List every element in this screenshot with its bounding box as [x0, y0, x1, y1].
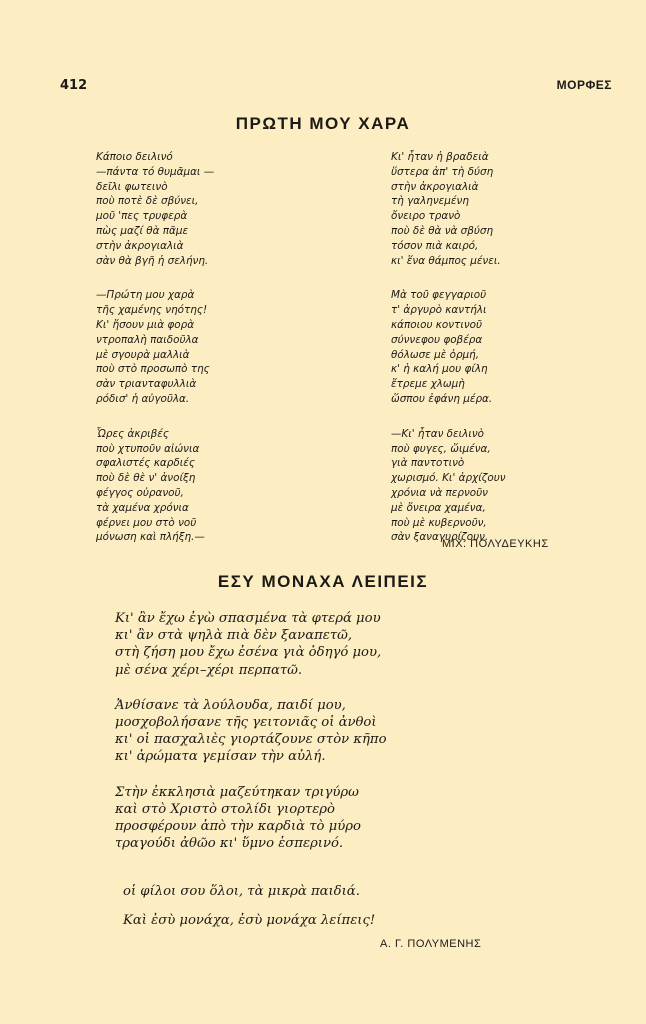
- verse-line: μὲ σγουρὰ μαλλιὰ: [96, 348, 190, 361]
- journal-title: ΜΟΡΦΕΣ: [556, 78, 612, 92]
- verse-line: ποὺ φυγες, ὤιμένα,: [391, 442, 491, 455]
- verse-line: ἔτρεμε χλωμὴ: [391, 378, 465, 391]
- verse-line: μόνωση καὶ πλήξη.—: [96, 531, 205, 544]
- poem1-right-column: [391, 150, 591, 565]
- verse-line: χρόνια νὰ περνοῦν: [391, 486, 488, 499]
- poem2-title: ΕΣΥ ΜΟΝΑΧΑ ΛΕΙΠΕΙΣ: [217, 572, 429, 591]
- verse-line: Κι' ἦταν ἡ βραδειὰ: [391, 151, 489, 163]
- stanza: [96, 150, 286, 268]
- verse-line: τὴ γαληνεμένη: [391, 195, 469, 208]
- verse-line: Κι' ἂν ἔχω ἐγὼ σπασμένα τὰ φτερά μου: [115, 611, 381, 626]
- stanza: [391, 288, 591, 406]
- verse-line: —Πρώτη μου χαρὰ: [96, 289, 195, 302]
- stanza: [115, 697, 535, 766]
- verse-line: Μὰ τοῦ φεγγαριοῦ: [391, 289, 487, 302]
- verse-line: ντροπαλὴ παιδοῦλα: [96, 333, 199, 346]
- verse-line: προσφέρουν ἀπὸ τὴν καρδιὰ τὸ μύρο: [115, 819, 361, 835]
- poem1-title: ΠΡΩΤΗ ΜΟΥ ΧΑΡΑ: [235, 114, 411, 133]
- verse-line: τόσον πιὰ καιρό,: [391, 239, 479, 252]
- poem1-left-column: [96, 150, 286, 565]
- stanza: [391, 427, 591, 545]
- verse-line: τῆς χαμένης νηότης!: [96, 304, 208, 317]
- poem2-closing-line-2: Καὶ ἐσὺ μονάχα, ἐσὺ μονάχα λείπεις!: [123, 913, 376, 928]
- page-number: 412: [60, 78, 88, 93]
- verse-line: κι' ἀρώματα γεμίσαν τὴν αὐλή.: [115, 749, 326, 765]
- verse-line: φέγγος οὐρανοῦ,: [96, 486, 184, 499]
- verse-line: ποὺ χτυποῦν αἰώνια: [96, 442, 200, 455]
- poem2-body: [115, 610, 535, 870]
- verse-line: ὕστερα ἀπ' τὴ δύση: [391, 165, 494, 178]
- verse-line: κι' ἕνα θάμπος μένει.: [391, 254, 501, 267]
- verse-line: σφαλιστές καρδιές: [96, 457, 195, 470]
- verse-line: ποὺ δὲ θὰ νὰ σβύση: [391, 224, 494, 237]
- stanza: [115, 784, 535, 853]
- verse-line: Ἀνθίσανε τὰ λούλουδα, παιδί μου,: [115, 697, 346, 713]
- verse-line: στὴ ζήση μου ἔχω ἐσένα γιὰ ὁδηγό μου,: [115, 645, 382, 661]
- verse-line: καὶ στὸ Χριστὸ στολίδι γιορτερὸ: [115, 801, 335, 817]
- poem2-author: Α. Γ. ΠΟΛΥΜΕΝΗΣ: [380, 938, 482, 950]
- stanza: [96, 288, 286, 406]
- stanza: [96, 427, 286, 545]
- verse-line: στὴν ἀκρογιαλιὰ: [96, 239, 184, 252]
- verse-line: μοσχοβολήσανε τῆς γειτονιᾶς οἱ ἀνθοὶ: [115, 715, 377, 731]
- verse-line: στὴν ἀκρογιαλιὰ: [391, 180, 479, 193]
- verse-line: κ' ἡ καλή μου φίλη: [391, 363, 488, 376]
- stanza: [391, 150, 591, 268]
- verse-line: ποὺ μὲ κυβερνοῦν,: [391, 516, 487, 529]
- verse-line: θόλωσε μὲ ὁρμή,: [391, 348, 480, 361]
- verse-line: κι' ἂν στὰ ψηλὰ πιὰ δὲν ξαναπετῶ,: [115, 628, 353, 644]
- verse-line: ποὺ ποτὲ δὲ σβύνει,: [96, 195, 199, 208]
- poem1-author: ΜΙΧ. ΠΟΛΥΔΕΥΚΗΣ: [442, 538, 549, 550]
- verse-line: τ' ἀργυρὸ καντήλι: [391, 304, 487, 317]
- verse-line: —πάντα τό θυμᾶμαι —: [96, 165, 215, 178]
- verse-line: φέρνει μου στὸ νοῦ: [96, 516, 197, 529]
- poem2-closing-line-1: οἱ φίλοι σου ὅλοι, τὰ μικρὰ παιδιά.: [123, 884, 360, 899]
- verse-line: μὲ ὄνειρα χαμένα,: [391, 501, 486, 514]
- verse-line: ρόδισ' ἡ αὐγοῦλα.: [96, 392, 190, 405]
- verse-line: σὰν θὰ βγῆ ἡ σελήνη.: [96, 254, 209, 267]
- verse-line: ὄνειρο τρανὸ: [391, 210, 461, 223]
- verse-line: μοῦ 'πες τρυφερὰ: [96, 210, 188, 223]
- verse-line: ποὺ στὸ προσωπὸ της: [96, 363, 210, 376]
- verse-line: Κάποιο δειλινό: [96, 151, 173, 163]
- verse-line: Ὧρες ἀκριβές: [96, 427, 169, 440]
- verse-line: χωρισμό. Κι' ἀρχίζουν: [391, 472, 506, 485]
- page-header: [60, 78, 612, 96]
- verse-line: ὥσπου ἐφάνη μέρα.: [391, 392, 493, 405]
- verse-line: σύννεφου φοβέρα: [391, 333, 483, 346]
- verse-line: τραγούδι ἀθῶο κι' ὕμνο ἑσπερινό.: [115, 836, 344, 852]
- verse-line: τὰ χαμένα χρόνια: [96, 501, 189, 514]
- stanza: [115, 610, 535, 679]
- verse-line: γιὰ παντοτινὸ: [391, 457, 465, 470]
- verse-line: Κι' ἤσουν μιὰ φορὰ: [96, 318, 195, 331]
- verse-line: δεῖλι φωτεινὸ: [96, 180, 168, 193]
- verse-line: μὲ σένα χέρι–χέρι περπατῶ.: [115, 662, 303, 678]
- verse-line: Στὴν ἐκκλησιὰ μαζεύτηκαν τριγύρω: [115, 784, 359, 800]
- verse-line: —Κι' ἦταν δειλινὸ: [391, 427, 484, 440]
- verse-line: κι' οἱ πασχαλιὲς γιορτάζουνε στὸν κῆπο: [115, 732, 387, 748]
- verse-line: κάποιου κοντινοῦ: [391, 318, 483, 331]
- verse-line: ποὺ δὲ θὲ ν' ἀνοίξη: [96, 472, 196, 485]
- verse-line: σὰν ξαναγυρίζουν.: [391, 531, 489, 544]
- verse-line: πὼς μαζί θὰ πᾶμε: [96, 224, 189, 237]
- verse-line: σὰν τριανταφυλλιὰ: [96, 378, 197, 391]
